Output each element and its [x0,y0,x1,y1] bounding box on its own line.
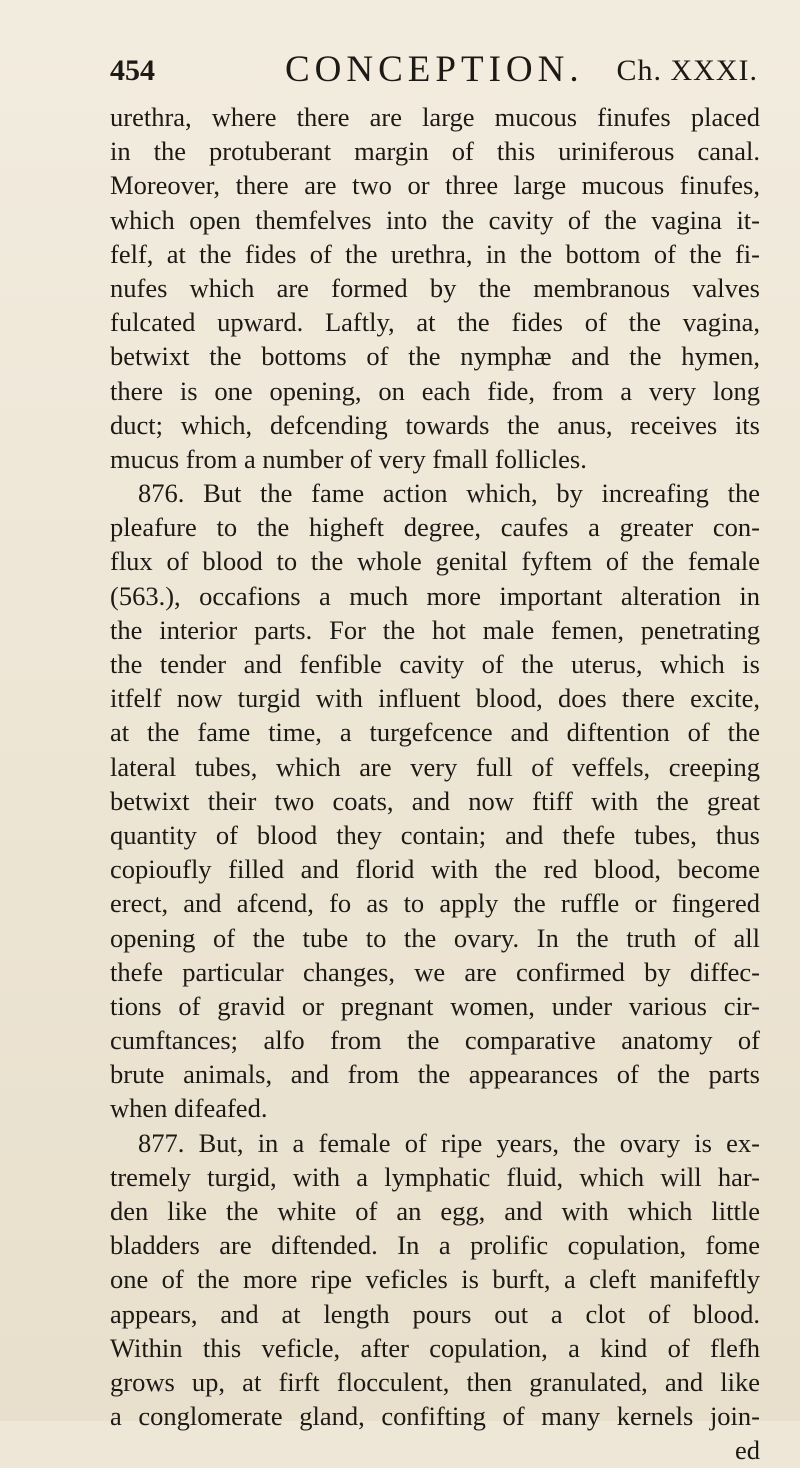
text-line: in the protuberant margin of this uriniferous canal. [110,136,760,167]
text-line: grows up, at firft flocculent, then granulated, and like [110,1366,760,1397]
page-header [110,48,760,92]
text-line: tions of gravid or pregnant women, under various cir- [110,990,760,1021]
text-line: quantity of blood they contain; and thefe tubes, thus [110,819,760,850]
paragraph-876-start: 876. But the fame action which, by increafing the [138,478,760,509]
page-number: 454 [110,54,155,87]
text-line: tremely turgid, with a lymphatic fluid, which will har- [110,1161,760,1192]
text-line: betwixt the bottoms of the nymphæ and the hymen, [110,341,760,372]
text-body [110,100,760,1468]
text-line: felf, at the fides of the urethra, in the bottom of the fi- [110,238,760,269]
text-line: a conglomerate gland, confifting of many kernels join- [110,1401,760,1432]
text-line: which open themfelves into the cavity of the vagina it- [110,204,760,235]
text-line: at the fame time, a turgefcence and diftention of the [110,717,760,748]
text-line: urethra, where there are large mucous finufes placed [110,102,760,132]
text-line: the interior parts. For the hot male femen, penetrating [110,614,760,645]
text-line: nufes which are formed by the membranous valves [110,272,760,303]
text-line: copioufly filled and florid with the red blood, become [110,854,760,885]
text-line: betwixt their two coats, and now ftiff with the great [110,785,760,816]
text-line: when difeafed. [110,1093,268,1124]
text-line: bladders are diftended. In a prolific copulation, fome [110,1230,760,1261]
text-line: cumftances; alfo from the comparative anatomy of [110,1025,760,1056]
text-line: lateral tubes, which are very full of veffels, creeping [110,751,760,782]
text-line: mucus from a number of very fmall follicles. [110,443,587,474]
text-line: duct; which, defcending towards the anus, receives its [110,409,760,440]
running-title: CONCEPTION. [285,49,584,90]
text-line: brute animals, and from the appearances of the parts [110,1059,760,1090]
text-line: opening of the tube to the ovary. In the truth of all [110,922,760,953]
text-line: (563.), occafions a much more important alteration in [110,580,760,611]
text-line: itfelf now turgid with influent blood, does there excite, [110,683,760,714]
text-line: erect, and afcend, fo as to apply the ruffle or fingered [110,888,760,919]
text-line: there is one opening, on each fide, from a very long [110,375,760,406]
chapter-reference: Ch. XXXI. [616,54,758,87]
text-line: Within this veficle, after copulation, a kind of flefh [110,1332,760,1363]
text-line: one of the more ripe veficles is burft, a cleft manifeftly [110,1264,760,1295]
text-line: Moreover, there are two or three large mucous finufes, [110,170,760,201]
text-line: den like the white of an egg, and with which little [110,1196,760,1226]
text-line: fulcated upward. Laftly, at the fides of the vagina, [110,307,760,338]
text-line: the tender and fenfible cavity of the uterus, which is [110,649,760,679]
text-line: thefe particular changes, we are confirmed by diffec- [110,956,760,987]
catchword: ed [734,1435,760,1466]
text-line: appears, and at length pours out a clot of blood. [110,1298,760,1329]
text-line: pleafure to the higheft degree, caufes a greater con- [110,512,760,543]
paragraph-877-start: 877. But, in a female of ripe years, the ovary is ex- [138,1127,760,1158]
text-line: flux of blood to the whole genital fyftem of the female [110,546,760,577]
